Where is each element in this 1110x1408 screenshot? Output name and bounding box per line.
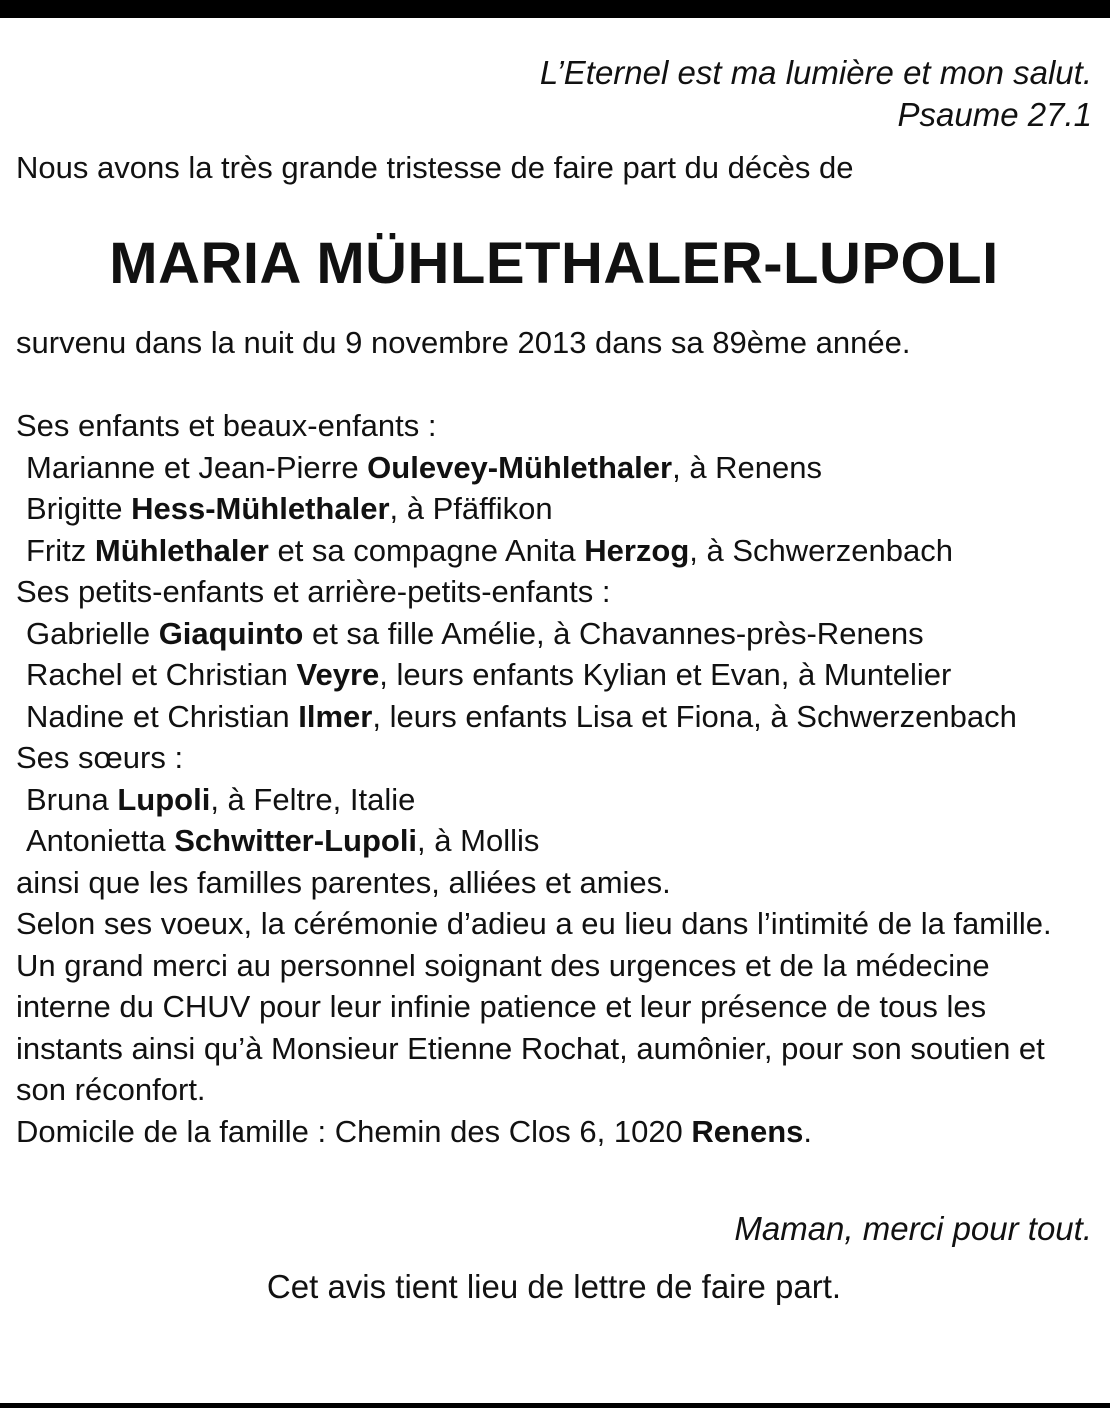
list-item: Bruna Lupoli, à Feltre, Italie xyxy=(26,781,416,817)
list-item: Brigitte Hess-Mühlethaler, à Pfäffikon xyxy=(26,491,553,526)
top-rule xyxy=(0,0,1110,18)
children-heading: Ses enfants et beaux-enfants : xyxy=(16,408,437,443)
spacer xyxy=(16,364,1092,406)
grandchildren-heading: Ses petits-enfants et arrière-petits-enfants : xyxy=(16,574,611,609)
bottom-rule xyxy=(0,1403,1110,1408)
quote-text: L’Eternel est ma lumière et mon salut. xyxy=(539,54,1092,91)
footer-text: Cet avis tient lieu de lettre de faire part. xyxy=(266,1268,842,1305)
thanks-text: Un grand merci au personnel soignant des urgences et de la médecine interne du CHUV pour leur infinie patience et leur présence de tous les instants ainsi qu’à Monsieur Etienne Rochat, aumônier, pour son soutien et son réconfort. xyxy=(16,947,1045,1107)
header-quote xyxy=(16,52,1092,136)
domicile-text: Domicile de la famille : Chemin des Clos 6, 1020 Renens. xyxy=(16,1113,813,1149)
notice-body xyxy=(16,322,1092,1152)
sisters-heading: Ses sœurs : xyxy=(16,740,184,775)
list-item: Antonietta Schwitter-Lupoli, à Mollis xyxy=(26,823,540,858)
list-item: Nadine et Christian Ilmer, leurs enfants Lisa et Fiona, à Schwerzenbach xyxy=(26,698,1017,734)
obituary-notice xyxy=(16,52,1092,1308)
closing-text: Maman, merci pour tout. xyxy=(734,1210,1092,1247)
deceased-name: MARIA MÜHLETHALER-LUPOLI xyxy=(109,231,999,296)
families-text: ainsi que les familles parentes, alliées et amies. xyxy=(16,864,671,900)
list-item: Rachel et Christian Veyre, leurs enfants Kylian et Evan, à Muntelier xyxy=(26,657,952,692)
intro-text: Nous avons la très grande tristesse de faire part du décès de xyxy=(16,150,854,185)
ceremony-text: Selon ses voeux, la cérémonie d’adieu a eu lieu dans l’intimité de la famille. xyxy=(16,906,1052,941)
list-item: Marianne et Jean-Pierre Oulevey-Mühlethaler, à Renens xyxy=(26,449,823,485)
death-notice: survenu dans la nuit du 9 novembre 2013 dans sa 89ème année. xyxy=(16,325,911,360)
list-item: Fritz Mühlethaler et sa compagne Anita Herzog, à Schwerzenbach xyxy=(26,532,953,568)
list-item: Gabrielle Giaquinto et sa fille Amélie, à Chavannes-près-Renens xyxy=(26,615,924,651)
quote-reference: Psaume 27.1 xyxy=(897,96,1092,133)
